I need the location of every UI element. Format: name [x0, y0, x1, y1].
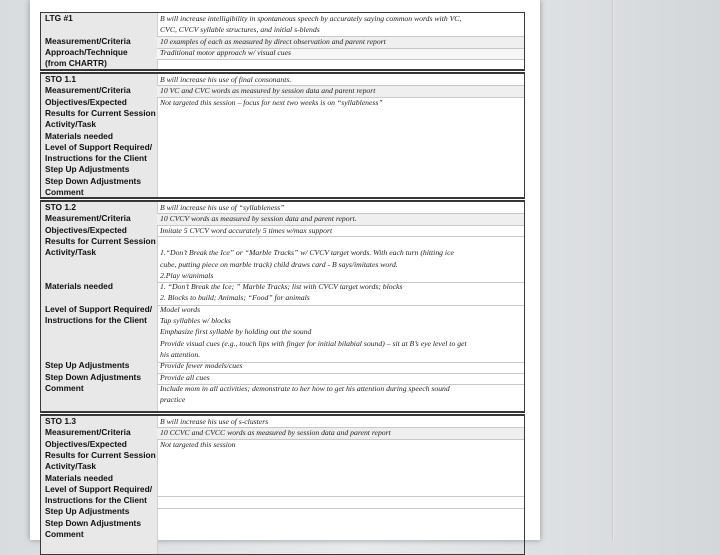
- field-label: Step Down Adjustments: [45, 371, 142, 382]
- field-label: Level of Support Required/: [45, 483, 153, 494]
- field-label: Step Up Adjustments: [45, 164, 130, 175]
- field-label: Comment: [45, 187, 84, 197]
- field-label: Instructions for the Client: [45, 495, 147, 506]
- field-value: B will increase intelligibility in spontaneous speech by accurately saying common words with VC,: [160, 14, 462, 23]
- field-label: Step Up Adjustments: [45, 506, 130, 517]
- ltg-1-section: [40, 12, 525, 70]
- field-value: Include mom in all activities; demonstrate to her how to get his attention during speech sound: [160, 383, 450, 393]
- field-label: Objectives/Expected: [45, 96, 127, 107]
- field-value: B will increase his use of “syllableness”: [160, 203, 285, 212]
- field-label: Measurement/Criteria: [45, 35, 131, 46]
- field-label: Level of Support Required/: [45, 303, 153, 314]
- field-value: practice: [160, 395, 186, 405]
- sto-1-1-section: [40, 73, 525, 198]
- field-label: Step Down Adjustments: [45, 517, 142, 528]
- sto-1-3-section: [40, 415, 525, 555]
- field-value: B will increase his use of s-clusters: [160, 417, 269, 426]
- field-value: Not targeted this session: [160, 439, 236, 449]
- field-label: Materials needed: [45, 130, 113, 141]
- field-label: Step Up Adjustments: [45, 360, 130, 371]
- field-label: Instructions for the Client: [45, 153, 147, 164]
- field-value: his attention.: [160, 349, 201, 359]
- field-label: Results for Current Session: [45, 235, 156, 246]
- field-label: Measurement/Criteria: [45, 213, 131, 224]
- field-value: 10 CCVC and CVCC words as measured by session data and parent report: [160, 428, 391, 438]
- field-value: 2. Blocks to build; Animals; “Food” for animals: [160, 293, 310, 303]
- field-value: Tap syllables w/ blocks: [160, 316, 231, 325]
- field-value: cube, putting piece on marble track) child draws card - B says/imitates word.: [160, 259, 398, 269]
- field-label: Materials needed: [45, 472, 113, 483]
- field-value: 2.Play w/animals: [160, 270, 214, 280]
- field-value: Emphasize first syllable by holding out the sound: [160, 327, 312, 337]
- field-label: Comment: [45, 382, 84, 393]
- field-label: Level of Support Required/: [45, 141, 153, 152]
- field-label: Measurement/Criteria: [45, 85, 131, 96]
- field-value: Imitate 5 CVCV word accurately 5 times w/max support: [160, 225, 333, 235]
- field-label: Measurement/Criteria: [45, 427, 131, 438]
- field-label: Approach/Technique: [45, 46, 128, 57]
- field-label: Activity/Task: [45, 247, 97, 258]
- field-label: Results for Current Session: [45, 107, 156, 118]
- field-label: STO 1.2: [45, 202, 77, 212]
- field-label: STO 1.1: [45, 74, 77, 84]
- field-value: 10 VC and CVC words as measured by session data and parent report: [160, 86, 376, 96]
- field-value: 10 examples of each as measured by direct observation and parent report: [160, 36, 386, 46]
- field-value: Provide all cues: [160, 372, 210, 382]
- field-label: Step Down Adjustments: [45, 175, 142, 186]
- field-label: Results for Current Session: [45, 449, 156, 460]
- sto-1-2-section: [40, 201, 525, 412]
- field-value: CVC, CVCV syllable structures, and initial s-blends: [160, 25, 320, 35]
- field-value: Traditional motor approach w/ visual cues: [160, 47, 292, 57]
- field-value: Model words: [160, 304, 201, 314]
- field-label: STO 1.3: [45, 416, 77, 426]
- field-label: Activity/Task: [45, 119, 97, 130]
- field-label: Objectives/Expected: [45, 224, 127, 235]
- field-label: Objectives/Expected: [45, 438, 127, 449]
- field-label: Activity/Task: [45, 461, 97, 472]
- field-label: LTG #1: [45, 13, 73, 23]
- field-value: Not targeted this session – focus for next two weeks is on “syllableness”: [160, 97, 383, 107]
- field-label: (from CHARTR): [45, 58, 107, 69]
- field-value: 1. “Don’t Break the Ice; ” Marble Tracks; list with CVCV target words; blocks: [160, 282, 403, 292]
- field-value: 10 CVCV words as measured by session data and parent report.: [160, 214, 357, 224]
- field-label: Comment: [45, 529, 84, 539]
- field-value: Provide visual cues (e.g., touch lips with finger for initial bilabial sound) – sit at B’s eye level to get: [160, 338, 467, 348]
- field-label: Materials needed: [45, 281, 113, 292]
- page-edge-divider: [612, 0, 614, 540]
- field-label: Instructions for the Client: [45, 315, 147, 325]
- field-value: 1.“Don’t Break the Ice” or “Marble Tracks” w/ CVCV target words. With each turn (hitting ice: [160, 248, 454, 258]
- field-value: Provide fewer models/cues: [160, 361, 243, 371]
- field-value: B will increase his use of final consonants.: [160, 75, 292, 84]
